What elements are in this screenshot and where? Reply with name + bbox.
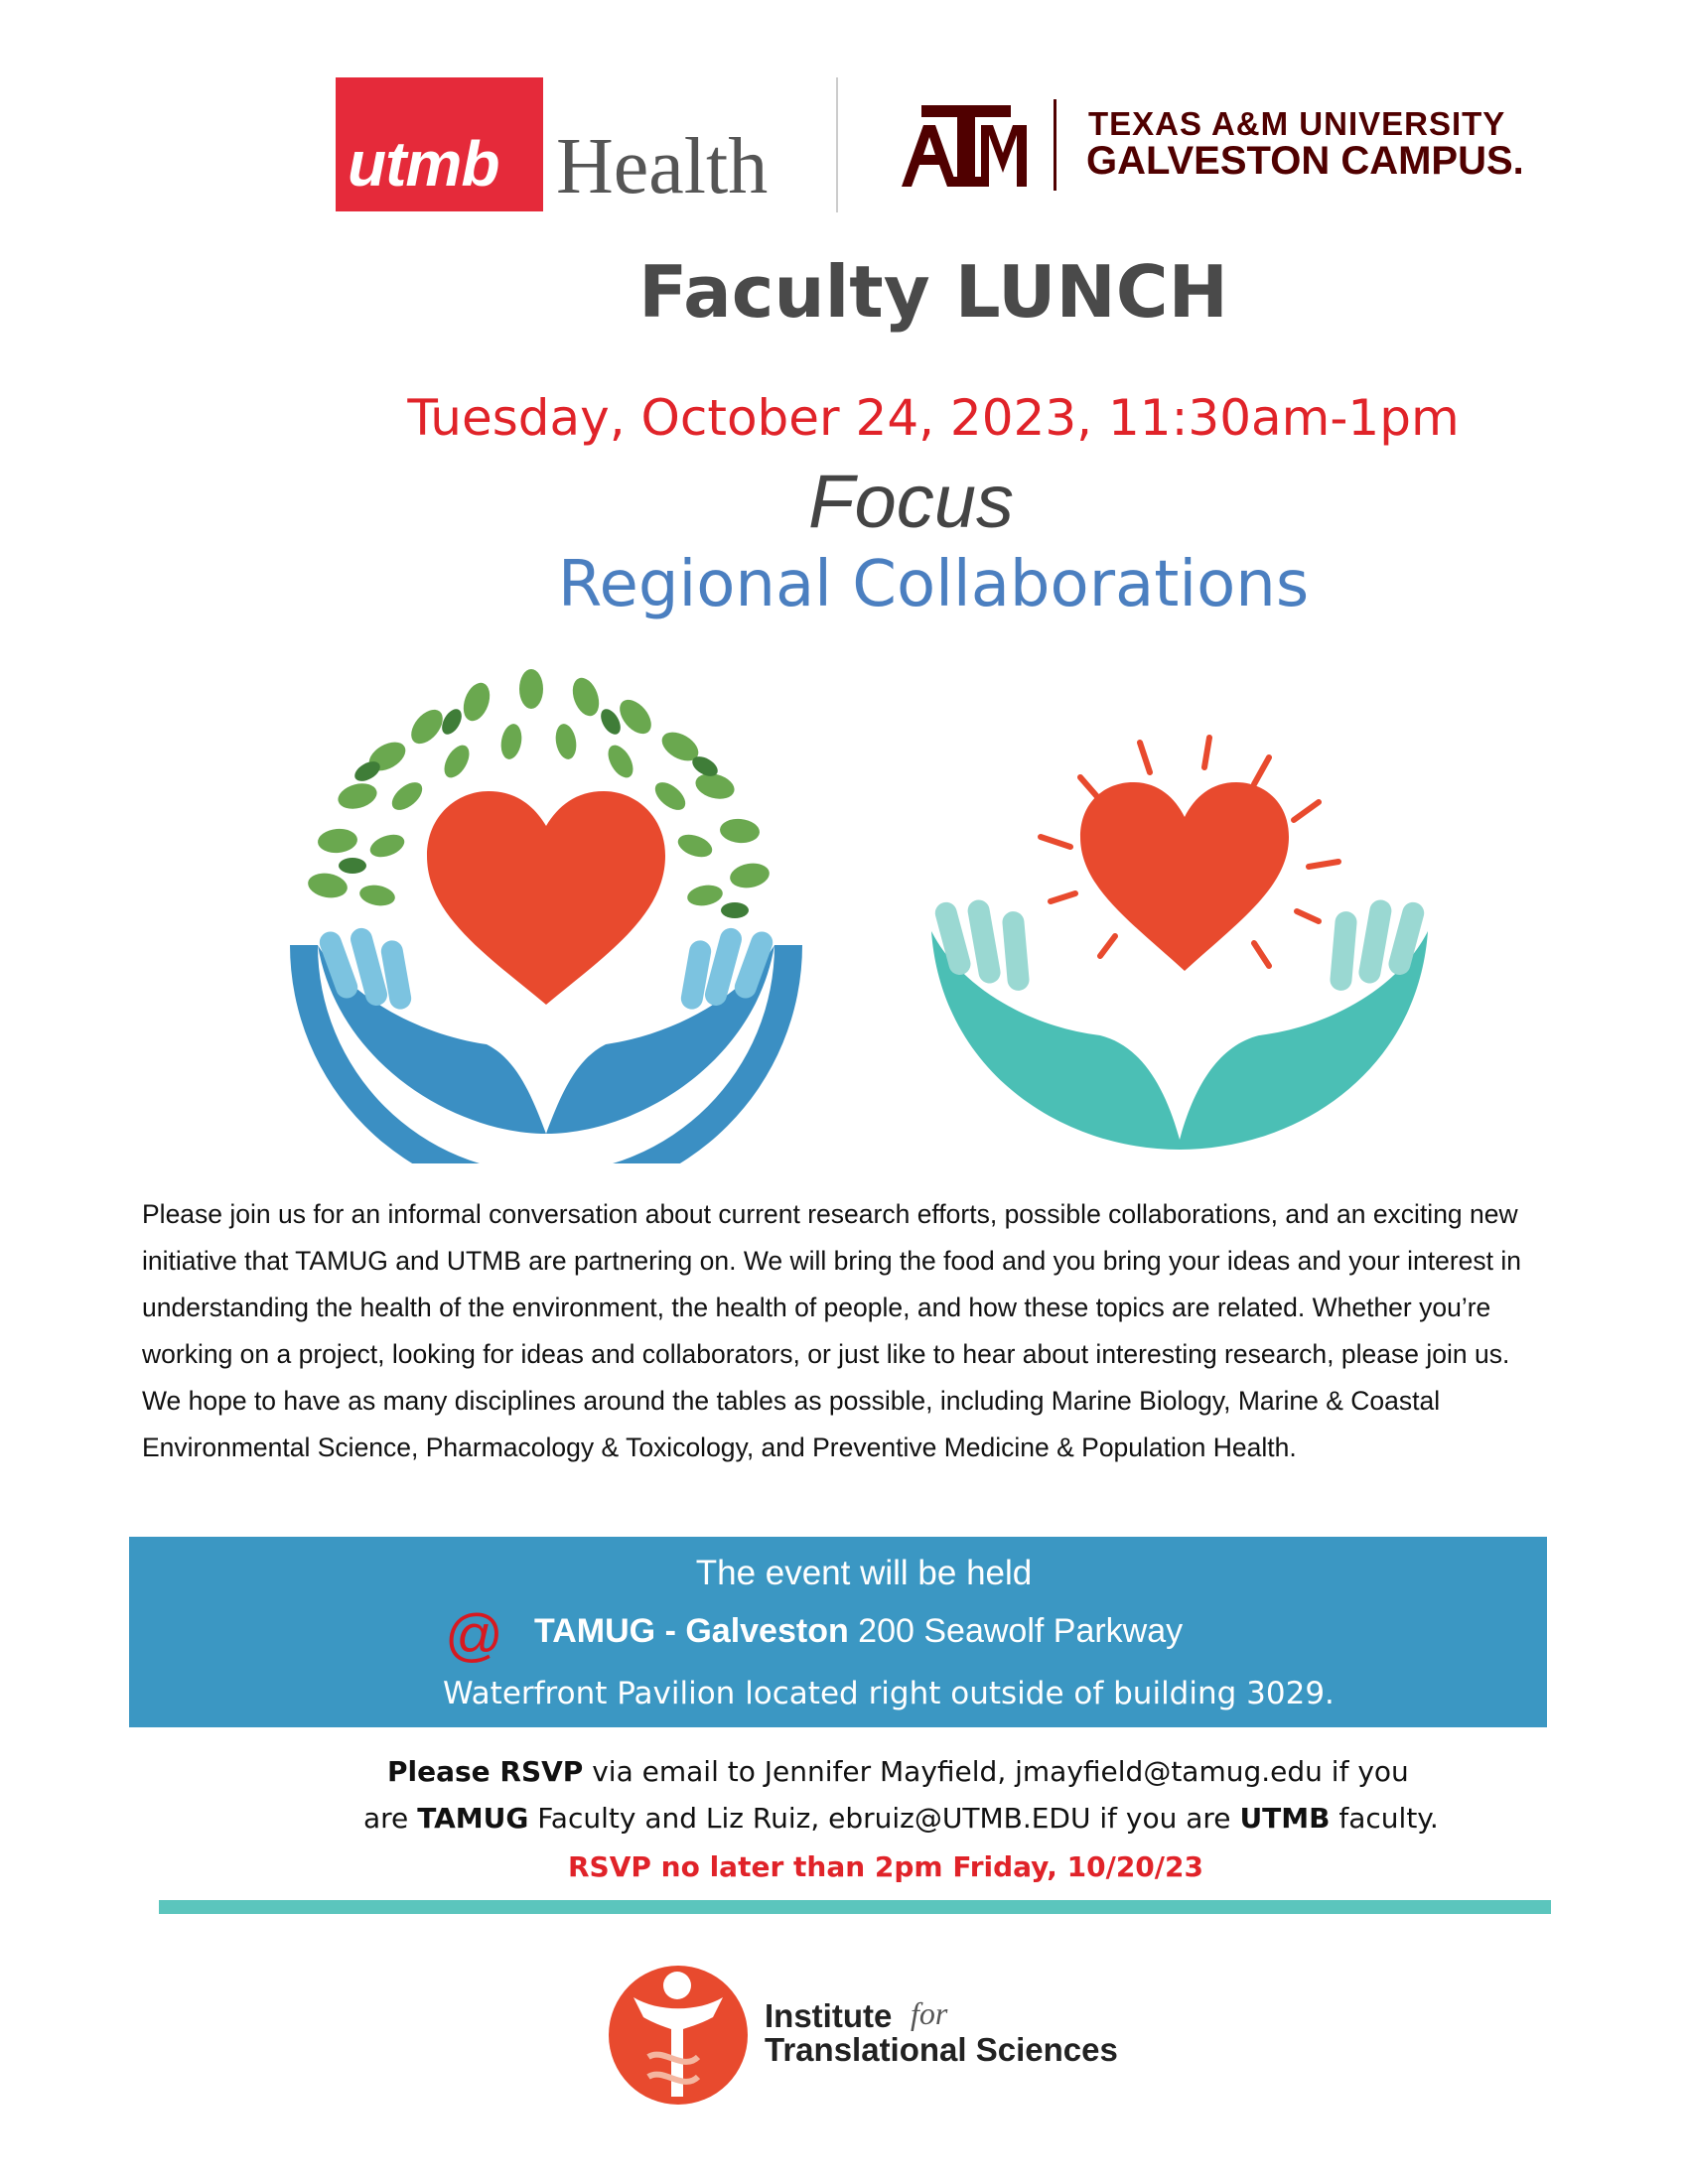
rsvp-deadline: RSVP no later than 2pm Friday, 10/20/23 bbox=[568, 1850, 1203, 1883]
rsvp-line-1 bbox=[387, 1755, 1409, 1788]
rsvp-tamug-contact[interactable]: via email to Jennifer Mayfield, jmayfield@tamug.edu if you bbox=[583, 1755, 1409, 1788]
focus-label: Focus bbox=[808, 460, 1014, 544]
focus-subject: Regional Collaborations bbox=[557, 548, 1310, 621]
event-address: 200 Seawolf Parkway bbox=[848, 1612, 1184, 1650]
rsvp-text: are bbox=[363, 1802, 418, 1835]
rsvp-utmb-label: UTMB bbox=[1239, 1802, 1331, 1835]
institute-name-line1: Institute bbox=[765, 1997, 893, 2034]
heart-rays-hands-icon bbox=[902, 723, 1458, 1169]
event-location-intro: The event will be held bbox=[695, 1554, 1033, 1592]
rsvp-tamug-label: TAMUG bbox=[417, 1802, 529, 1835]
event-venue-line bbox=[534, 1612, 1183, 1651]
rsvp-text-end: faculty. bbox=[1330, 1802, 1439, 1835]
event-venue: TAMUG - Galveston bbox=[534, 1612, 849, 1650]
at-symbol-icon: @ bbox=[445, 1603, 503, 1668]
rsvp-utmb-contact[interactable]: Faculty and Liz Ruiz, ebruiz@UTMB.EDU if you are bbox=[528, 1802, 1240, 1835]
tree-heart-hands-icon bbox=[278, 667, 814, 1163]
rsvp-label: Please RSVP bbox=[387, 1755, 584, 1788]
tamu-atm-logo-icon bbox=[902, 95, 1031, 195]
its-logo-icon bbox=[604, 1958, 753, 2107]
event-venue-detail: Waterfront Pavilion located right outside of building 3029. bbox=[443, 1676, 1335, 1711]
institute-name-for: for bbox=[911, 1995, 948, 2031]
body-paragraph: Please join us for an informal conversation about current research efforts, possible collaborations, and an exciting new initiative that TAMUG and UTMB are partnering on. We will bring the food and you bring your ideas and your interest in understanding the health of the environment, the health of people, and how these topics are related. Whether you’re working on a project, looking for ideas and collaborators, or just like to hear about interesting research, please join us. We hope to have as many disciplines around the tables as possible, including Marine Biology, Marine & Coastal Environmental Science, Pharmacology & Toxicology, and Preventive Medicine & Population Health. bbox=[142, 1199, 1522, 1462]
event-datetime: Tuesday, October 24, 2023, 11:30am-1pm bbox=[407, 389, 1460, 447]
event-title: Faculty LUNCH bbox=[638, 250, 1228, 334]
logo-divider bbox=[836, 77, 838, 212]
rsvp-line-2 bbox=[363, 1802, 1439, 1835]
utmb-logo-word: utmb bbox=[348, 128, 499, 200]
divider-rule bbox=[159, 1900, 1551, 1914]
tamu-campus-name: GALVESTON CAMPUS. bbox=[1086, 139, 1524, 183]
tamu-logo-divider bbox=[1054, 99, 1056, 191]
tamu-university-name: TEXAS A&M UNIVERSITY bbox=[1088, 105, 1506, 142]
institute-name-line2: Translational Sciences bbox=[765, 2031, 1118, 2068]
utmb-health-word: Health bbox=[556, 123, 769, 210]
